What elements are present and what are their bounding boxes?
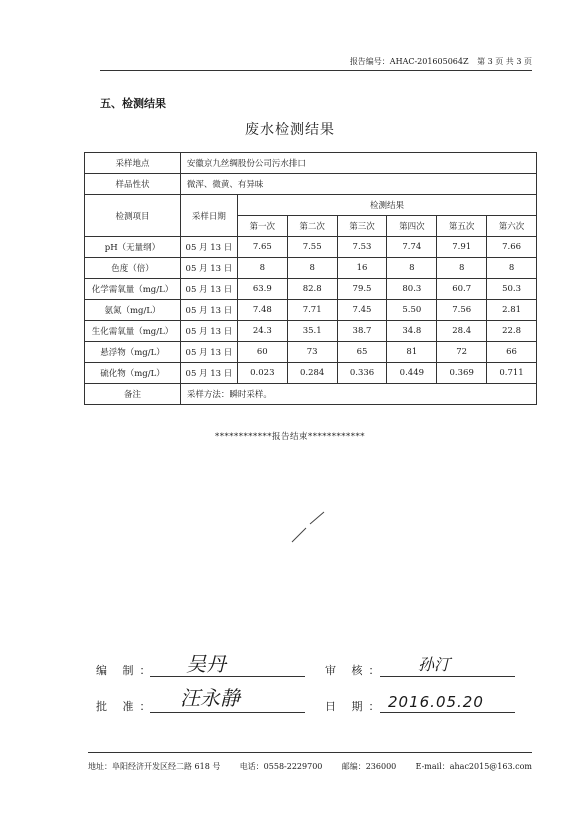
review-line bbox=[380, 676, 515, 677]
row-result-value: 22.8 bbox=[487, 321, 537, 342]
row-result-value: 81 bbox=[387, 342, 437, 363]
nature-value: 微浑、微黄、有异味 bbox=[180, 174, 536, 195]
row-result-value: 8 bbox=[487, 258, 537, 279]
remark-value: 采样方法：瞬时采样。 bbox=[180, 384, 536, 405]
approve-line bbox=[150, 712, 305, 713]
row-result-value: 8 bbox=[437, 258, 487, 279]
item-header: 检测项目 bbox=[85, 195, 181, 237]
row-result-value: 7.74 bbox=[387, 237, 437, 258]
footer-email: E-mail：ahac2015@163.com bbox=[415, 762, 532, 771]
row-result-value: 8 bbox=[237, 258, 287, 279]
row-result-value: 0.369 bbox=[437, 363, 487, 384]
row-result-value: 7.91 bbox=[437, 237, 487, 258]
run-header: 第六次 bbox=[487, 216, 537, 237]
row-sample-date: 05 月 13 日 bbox=[180, 363, 237, 384]
nature-label: 样品性状 bbox=[85, 174, 181, 195]
table-header-row bbox=[85, 195, 537, 216]
row-sample-date: 05 月 13 日 bbox=[180, 300, 237, 321]
table-row bbox=[85, 321, 537, 342]
row-result-value: 2.81 bbox=[487, 300, 537, 321]
row-result-value: 63.9 bbox=[237, 279, 287, 300]
document-title: 废水检测结果 bbox=[245, 122, 335, 138]
pen-stroke-mark bbox=[288, 510, 328, 544]
compile-signature: 吴丹 bbox=[186, 652, 226, 676]
row-result-value: 0.284 bbox=[287, 363, 337, 384]
row-result-value: 60 bbox=[237, 342, 287, 363]
run-header: 第四次 bbox=[387, 216, 437, 237]
row-result-value: 0.336 bbox=[337, 363, 387, 384]
table-row bbox=[85, 258, 537, 279]
row-sample-date: 05 月 13 日 bbox=[180, 258, 237, 279]
date-header: 采样日期 bbox=[180, 195, 237, 237]
row-result-value: 0.449 bbox=[387, 363, 437, 384]
run-header: 第五次 bbox=[437, 216, 487, 237]
row-result-value: 7.65 bbox=[237, 237, 287, 258]
row-sample-date: 05 月 13 日 bbox=[180, 279, 237, 300]
report-end-marker: ************报告结束************ bbox=[214, 432, 365, 442]
row-result-value: 82.8 bbox=[287, 279, 337, 300]
row-item-name: 化学需氧量（mg/L） bbox=[85, 279, 181, 300]
row-result-value: 72 bbox=[437, 342, 487, 363]
approve-label: 批 准： bbox=[96, 700, 157, 713]
table-row-nature bbox=[85, 174, 537, 195]
site-label: 采样地点 bbox=[85, 153, 181, 174]
row-item-name: 悬浮物（mg/L） bbox=[85, 342, 181, 363]
row-result-value: 7.71 bbox=[287, 300, 337, 321]
results-table bbox=[84, 152, 537, 405]
row-result-value: 80.3 bbox=[387, 279, 437, 300]
remark-label: 备注 bbox=[85, 384, 181, 405]
page-footer bbox=[88, 752, 532, 772]
row-result-value: 7.45 bbox=[337, 300, 387, 321]
date-line bbox=[380, 712, 515, 713]
compile-label: 编 制： bbox=[96, 664, 157, 677]
row-item-name: 色度（倍） bbox=[85, 258, 181, 279]
section-title: 五、检测结果 bbox=[100, 97, 166, 110]
report-number: 报告编号：AHAC-201605064Z bbox=[349, 57, 469, 66]
table-row-remark bbox=[85, 384, 537, 405]
compile-line bbox=[150, 676, 305, 677]
footer-address: 地址：阜阳经济开发区经二路 618 号 bbox=[88, 762, 221, 771]
row-result-value: 73 bbox=[287, 342, 337, 363]
row-result-value: 24.3 bbox=[237, 321, 287, 342]
row-result-value: 16 bbox=[337, 258, 387, 279]
table-row bbox=[85, 342, 537, 363]
footer-postcode: 邮编：236000 bbox=[341, 762, 397, 771]
row-result-value: 50.3 bbox=[487, 279, 537, 300]
row-sample-date: 05 月 13 日 bbox=[180, 321, 237, 342]
row-result-value: 79.5 bbox=[337, 279, 387, 300]
site-value: 安徽京九丝绸股份公司污水排口 bbox=[180, 153, 536, 174]
page-header bbox=[100, 56, 532, 71]
table-row bbox=[85, 279, 537, 300]
row-result-value: 8 bbox=[387, 258, 437, 279]
row-result-value: 34.8 bbox=[387, 321, 437, 342]
row-result-value: 7.48 bbox=[237, 300, 287, 321]
date-handwritten: 2016.05.20 bbox=[388, 693, 484, 711]
run-header: 第三次 bbox=[337, 216, 387, 237]
row-result-value: 0.711 bbox=[487, 363, 537, 384]
row-item-name: 生化需氧量（mg/L） bbox=[85, 321, 181, 342]
row-result-value: 35.1 bbox=[287, 321, 337, 342]
table-row bbox=[85, 237, 537, 258]
row-result-value: 7.66 bbox=[487, 237, 537, 258]
table-row bbox=[85, 300, 537, 321]
row-result-value: 7.56 bbox=[437, 300, 487, 321]
run-header: 第一次 bbox=[237, 216, 287, 237]
review-signature: 孙汀 bbox=[418, 655, 451, 674]
row-item-name: 硫化物（mg/L） bbox=[85, 363, 181, 384]
run-header: 第二次 bbox=[287, 216, 337, 237]
row-result-value: 7.53 bbox=[337, 237, 387, 258]
row-result-value: 65 bbox=[337, 342, 387, 363]
row-result-value: 0.023 bbox=[237, 363, 287, 384]
review-label: 审 核： bbox=[325, 664, 386, 677]
row-result-value: 66 bbox=[487, 342, 537, 363]
table-row bbox=[85, 363, 537, 384]
row-item-name: pH（无量纲） bbox=[85, 237, 181, 258]
row-sample-date: 05 月 13 日 bbox=[180, 342, 237, 363]
row-sample-date: 05 月 13 日 bbox=[180, 237, 237, 258]
approve-signature: 汪永静 bbox=[180, 686, 240, 710]
result-header: 检测结果 bbox=[237, 195, 536, 216]
footer-phone: 电话：0558-2229700 bbox=[239, 762, 323, 771]
date-label: 日 期： bbox=[325, 700, 386, 713]
row-result-value: 8 bbox=[287, 258, 337, 279]
table-row-site bbox=[85, 153, 537, 174]
row-item-name: 氨氮（mg/L） bbox=[85, 300, 181, 321]
page-indicator: 第 3 页 共 3 页 bbox=[477, 57, 532, 66]
row-result-value: 38.7 bbox=[337, 321, 387, 342]
row-result-value: 60.7 bbox=[437, 279, 487, 300]
row-result-value: 28.4 bbox=[437, 321, 487, 342]
row-result-value: 7.55 bbox=[287, 237, 337, 258]
row-result-value: 5.50 bbox=[387, 300, 437, 321]
